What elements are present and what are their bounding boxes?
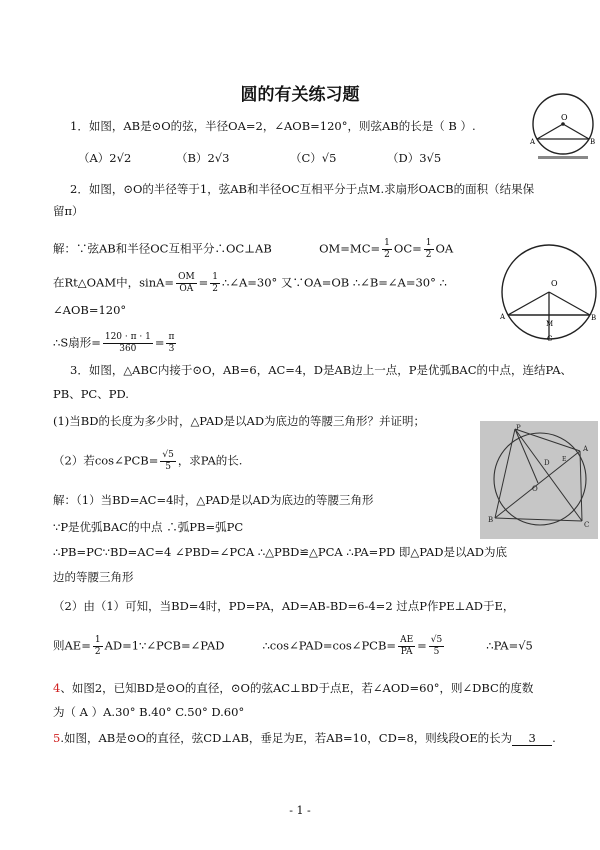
q3-solution-line4: 边的等腰三角形 <box>53 570 134 584</box>
q3-label-a: A <box>583 445 589 453</box>
q5-end: . <box>552 731 556 745</box>
q3-part2 <box>53 450 242 473</box>
q2-solution-line3: ∠AOB=120° <box>53 303 127 317</box>
fraction-den: 3 <box>168 344 175 354</box>
q2-figure <box>498 240 600 344</box>
q3-label-p: P <box>516 424 521 432</box>
q3-part2-ask: ，求PA的长. <box>177 453 243 468</box>
q3-solution-line6 <box>53 635 533 658</box>
q3-stem-line2: PB、PC、PD. <box>53 387 129 401</box>
q2-sol2-sin: 在Rt△OAM中，sinA= <box>53 275 175 290</box>
fraction-num: 1 <box>425 238 432 248</box>
q3-sol6-ae: 则AE= <box>53 638 91 653</box>
q1-stem: 1．如图，AB是⊙O的弦，半径OA=2，∠AOB=120°，则弦AB的长是（ B ）. <box>70 119 476 133</box>
q3-solution-line2: ∵P是优弧BAC的中点 ∴弧PB=弧PC <box>53 520 244 534</box>
fraction <box>398 635 415 658</box>
fraction-den: 2 <box>384 250 390 260</box>
q2-label-a: A <box>500 313 506 321</box>
fraction <box>176 272 197 295</box>
q3-label-e: E <box>562 456 567 463</box>
fraction-num: 1 <box>212 272 219 282</box>
fraction-den: 360 <box>119 344 137 354</box>
q2-sol2-rest: ∴∠A=30° 又∵OA=OB ∴∠B=∠A=30° ∴ <box>222 275 447 290</box>
q3-sol6-ad: AD=1∵∠PCB=∠PAD <box>104 638 225 653</box>
q2-sol1-text: 解：∵弦AB和半径OC互相平分∴OC⊥AB <box>53 241 272 256</box>
fraction-num: AE <box>400 635 414 645</box>
q5-stem: .如图，AB是⊙O的直径，弦CD⊥AB，垂足为E，若AB=10，CD=8，则线段OE的长为 <box>60 731 513 745</box>
q1-option-c: （C）√5 <box>290 151 337 165</box>
q2-label-b: B <box>591 314 597 322</box>
fraction-num: 1 <box>94 635 101 645</box>
fraction-num: π <box>168 332 175 342</box>
q3-stem-line1: 3．如图，△ABC内接于⊙O，AB=6，AC=4，D是AB边上一点，P是优弧BAC的中点，连结PA、 <box>70 363 573 377</box>
q5-number: 5 <box>53 731 61 745</box>
q2-stem-line1: 2．如图，⊙O的半径等于1，弦AB和半径OC互相平分于点M.求扇形OACB的面积（结果保 <box>70 182 535 196</box>
fraction-num: OM <box>178 272 195 282</box>
q3-part2-cos: （2）若cos∠PCB= <box>53 453 159 468</box>
q3-solution-line3: ∴PB=PC∵BD=AC=4 ∠PBD=∠PCA ∴△PBD≌△PCA ∴PA=PD 即△PAD是以AD为底 <box>53 545 508 559</box>
q2-solution-line4 <box>53 332 178 355</box>
q2-solution-line2 <box>53 272 447 295</box>
fraction <box>166 332 176 355</box>
q3-label-b: B <box>488 516 494 524</box>
q1-figure <box>528 92 598 164</box>
q2-sol2-eq: = <box>198 275 209 290</box>
fraction <box>382 238 392 261</box>
fraction-num: √5 <box>430 635 443 645</box>
fraction-num: √5 <box>162 450 174 460</box>
q2-stem-line2: 留π） <box>53 204 84 218</box>
q2-label-c: C <box>547 335 553 343</box>
q4-stem: 、如图2，已知BD是⊙O的直径，⊙O的弦AC⊥BD于点E，若∠AOD=60°，则∠DBC的度数 <box>60 681 534 695</box>
fraction <box>429 635 444 658</box>
q4-line1 <box>53 681 533 695</box>
q3-label-d: D <box>544 459 550 467</box>
fraction-den: 5 <box>433 647 440 657</box>
fraction-den: 5 <box>165 462 171 472</box>
fraction-den: 2 <box>425 250 432 260</box>
q1-option-b: （B）2√3 <box>176 151 230 165</box>
q2-sol1-om: OM=MC= <box>319 241 381 256</box>
q3-part1: (1)当BD的长度为多少时，△PAD是以AD为底边的等腰三角形？并证明； <box>53 414 426 428</box>
q2-label-m: M <box>546 320 554 328</box>
q2-sol4-eq: = <box>154 335 165 350</box>
q3-sol6-pa: ∴PA=√5 <box>486 638 533 653</box>
fraction <box>93 635 103 658</box>
q3-solution-line5: （2）由（1）可知，当BD=4时，PD=PA，AD=AB-BD=6-4=2 过点P作PE⊥AD于E， <box>53 599 515 613</box>
q5-line1 <box>53 731 556 746</box>
q1-label-o: O <box>561 113 568 122</box>
q2-solution-line1 <box>53 238 453 261</box>
fraction-den: 2 <box>94 647 101 657</box>
q2-sol1-oc: OC= <box>393 241 422 256</box>
fraction <box>210 272 220 295</box>
fraction-den: PA <box>400 647 413 657</box>
q2-label-o: O <box>551 279 558 288</box>
q2-sol4-s: ∴S扇形= <box>53 335 101 350</box>
fraction <box>424 238 434 261</box>
q4-line2: 为（ A ）A.30° B.40° C.50° D.60° <box>53 705 245 719</box>
q2-sol1-oa: OA <box>435 241 454 256</box>
fraction-den: OA <box>179 284 194 294</box>
fraction <box>160 450 175 473</box>
q1-label-a: A <box>530 138 536 146</box>
fraction-num: 120 · π · 1 <box>104 332 151 342</box>
q1-option-d: （D）3√5 <box>387 151 442 165</box>
q3-solution-line1: 解：（1）当BD=AC=4时，△PAD是以AD为底边的等腰三角形 <box>53 493 374 507</box>
q3-figure-photo <box>480 421 598 539</box>
q5-answer: 3 <box>512 731 552 746</box>
fraction-num: 1 <box>384 238 390 248</box>
fraction-den: 2 <box>212 284 219 294</box>
q3-sol6-eq: = <box>417 638 427 653</box>
q1-option-a: （A）2√2 <box>78 151 132 165</box>
page-number: - 1 - <box>289 804 311 817</box>
q4-number: 4 <box>53 681 61 695</box>
q3-label-o: O <box>532 485 538 493</box>
q3-sol6-cos: ∴cos∠PAD=cos∠PCB= <box>262 638 397 653</box>
fraction <box>103 332 153 355</box>
q3-label-c: C <box>584 521 590 529</box>
q1-label-b: B <box>590 138 596 146</box>
page-title: 圆的有关练习题 <box>240 85 360 105</box>
